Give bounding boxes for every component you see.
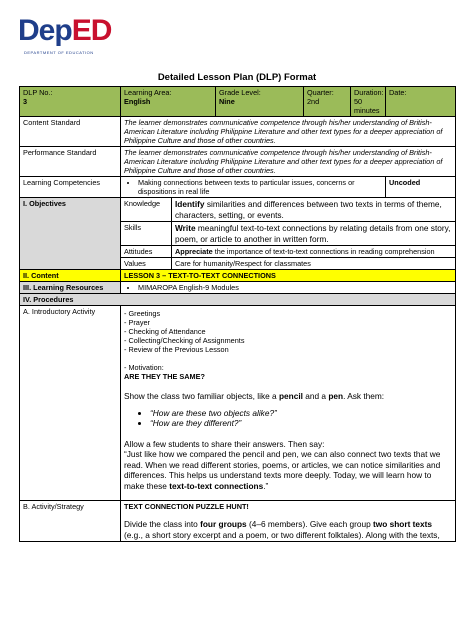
resources-row — [20, 282, 456, 294]
intro-item: - Collecting/Checking of Assignments — [132, 336, 452, 345]
question-list — [124, 408, 452, 429]
intro-item: - Motivation: — [132, 363, 452, 372]
activity-row — [20, 501, 456, 542]
intro-item: - Review of the Previous Lesson — [132, 345, 452, 354]
header-row — [20, 87, 456, 117]
allow-instruction: Allow a few students to share their answers. Then say: — [124, 438, 325, 449]
intro-row — [20, 306, 456, 501]
question-item: • “How are these two objects alike?” — [150, 408, 452, 419]
values-text: Care for humanity/Respect for classmates — [172, 258, 456, 270]
performance-standard-label: Performance Standard — [20, 147, 121, 177]
procedures-row — [20, 294, 456, 306]
competencies-text-cell — [121, 177, 386, 198]
intro-list — [124, 309, 452, 372]
resources-list — [124, 283, 452, 292]
teacher-quote: “Just like how we compared the pencil and pen, we can also connect two texts that we read. When we read different stories, poems, or articles, we can notice similarities and differences. This helps us understand texts more deeply. Today, we will learn how to make these text-to-text connections.” — [124, 449, 441, 491]
intro-item: - Prayer — [132, 318, 452, 327]
content-standard-label: Content Standard — [20, 117, 121, 147]
intro-content — [121, 306, 456, 501]
content-label: II. Content — [20, 270, 121, 282]
competency-code: Uncoded — [386, 177, 456, 198]
objectives-knowledge-row — [20, 198, 456, 222]
page-title: Detailed Lesson Plan (DLP) Format — [157, 72, 317, 83]
activity-label: B. Activity/Strategy — [20, 501, 121, 542]
dlp-number-cell: DLP No.: 3 — [20, 87, 121, 117]
competencies-row — [20, 177, 456, 198]
deped-logo-subtitle: DEPARTMENT OF EDUCATION — [24, 50, 94, 55]
skills-text: Write meaningful text-to-text connections by relating details from one story, poem, or article to another in written form. — [172, 222, 456, 246]
performance-standard-row — [20, 147, 456, 177]
intro-item: - Checking of Attendance — [132, 327, 452, 336]
deped-logo — [18, 14, 158, 58]
activity-content — [121, 501, 456, 542]
resources-label: III. Learning Resources — [20, 282, 121, 294]
procedures-label: IV. Procedures — [20, 294, 456, 306]
grade-level-cell: Grade Level: Nine — [216, 87, 304, 117]
competencies-list — [124, 178, 382, 196]
intro-item: - Greetings — [132, 309, 452, 318]
knowledge-text: Identify similarities and differences between two texts in terms of theme, characters, setting, or events. — [172, 198, 456, 222]
motivation-heading: ARE THEY THE SAME? — [124, 372, 205, 381]
skills-label: Skills — [121, 222, 172, 246]
competency-item: • Making connections between texts to particular issues, concerns or dispositions in real life — [138, 178, 382, 196]
attitudes-text: Appreciate the importance of text-to-text connections in reading comprehension — [172, 246, 456, 258]
knowledge-label: Knowledge — [121, 198, 172, 222]
resources-cell — [121, 282, 456, 294]
dlp-table — [19, 86, 456, 542]
content-standard-text: The learner demonstrates communicative competence through his/her understanding of British-American Literature including Philippine Literature and other text types for a deeper appreciation of Philippine Culture and those of other countries. — [121, 117, 456, 147]
competencies-label: Learning Competencies — [20, 177, 121, 198]
attitudes-label: Attitudes — [121, 246, 172, 258]
question-item: • “How are they different?” — [150, 418, 452, 429]
resource-item: • MIMAROPA English-9 Modules — [138, 283, 452, 292]
content-text: LESSON 3 – TEXT-TO-TEXT CONNECTIONS — [121, 270, 456, 282]
intro-label: A. Introductory Activity — [20, 306, 121, 501]
date-cell: Date: — [386, 87, 456, 117]
deped-logo-text: DepED — [18, 14, 112, 47]
duration-cell: Duration: 50 minutes — [351, 87, 386, 117]
content-row — [20, 270, 456, 282]
objectives-label: I. Objectives — [20, 198, 121, 270]
show-instruction: Show the class two familiar objects, like a pencil and a pen. Ask them: — [124, 391, 385, 401]
values-label: Values — [121, 258, 172, 270]
content-standard-row — [20, 117, 456, 147]
performance-standard-text: The learner demonstrates communicative competence through his/her understanding of British-American Literature including Philippine Literature and other text types for a deeper appreciation of Philippine Culture and those of other countries. — [121, 147, 456, 177]
learning-area-cell: Learning Area: English — [121, 87, 216, 117]
activity-instruction: Divide the class into four groups (4–6 members). Give each group two short texts (e.g., a short story excerpt and a poem, or two different folktales). Along with the texts, — [124, 519, 440, 540]
quarter-cell: Quarter: 2nd — [304, 87, 351, 117]
activity-heading: TEXT CONNECTION PUZZLE HUNT! — [124, 502, 249, 511]
